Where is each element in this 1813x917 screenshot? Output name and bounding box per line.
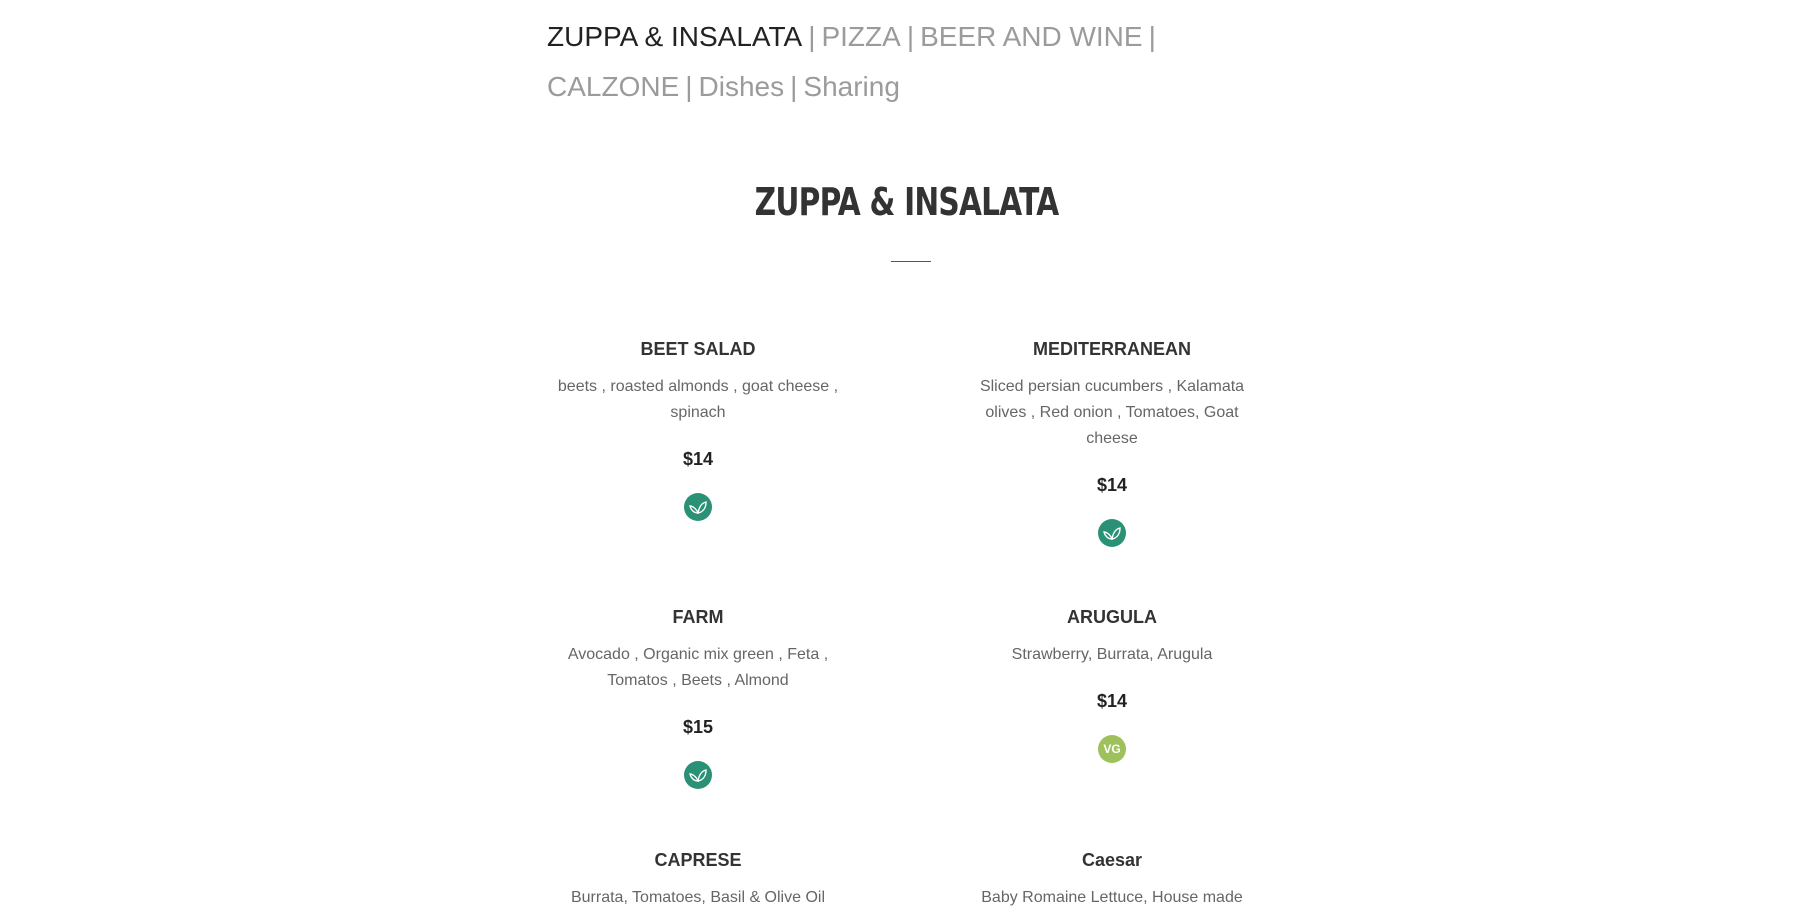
nav-link-sharing[interactable]: Sharing bbox=[803, 71, 900, 102]
item-price: $14 bbox=[682, 449, 714, 469]
item-price: $15 bbox=[682, 717, 714, 737]
nav-separator: | bbox=[1148, 21, 1156, 52]
item-price: $14 bbox=[1096, 691, 1128, 711]
leaf-icon bbox=[684, 493, 712, 521]
item-description: Strawberry, Burrata, Arugula bbox=[1011, 646, 1213, 663]
menu-category-nav bbox=[547, 12, 1207, 112]
item-description: beets , roasted almonds , goat cheese , spinach bbox=[557, 378, 839, 421]
menu-item-farm bbox=[548, 606, 848, 789]
nav-separator: | bbox=[808, 21, 816, 52]
nav-link-pizza[interactable]: PIZZA bbox=[821, 21, 901, 52]
section-divider bbox=[891, 261, 931, 262]
nav-link-calzone[interactable]: CALZONE bbox=[547, 71, 680, 102]
nav-separator: | bbox=[685, 71, 693, 102]
nav-separator: | bbox=[790, 71, 798, 102]
menu-item-mediterranean bbox=[962, 338, 1262, 547]
item-description: Baby Romaine Lettuce, House made bbox=[981, 889, 1243, 906]
item-name: ARUGULA bbox=[1067, 607, 1157, 627]
menu-item-caprese bbox=[548, 849, 848, 911]
item-name: BEET SALAD bbox=[640, 339, 756, 359]
vegan-icon-label: VG bbox=[1103, 742, 1121, 756]
vegan-icon bbox=[1098, 735, 1126, 763]
item-price: $14 bbox=[1096, 475, 1128, 495]
nav-separator: | bbox=[906, 21, 915, 52]
menu-item-arugula bbox=[962, 606, 1262, 763]
item-name: Caesar bbox=[1081, 850, 1143, 870]
nav-link-zuppa-insalata[interactable]: ZUPPA & INSALATA bbox=[547, 21, 803, 52]
item-description: Burrata, Tomatoes, Basil & Olive Oil bbox=[570, 889, 826, 906]
section-title: ZUPPA & INSALATA bbox=[754, 180, 1059, 224]
nav-link-dishes[interactable]: Dishes bbox=[698, 71, 785, 102]
menu-item-caesar bbox=[962, 849, 1262, 911]
leaf-icon bbox=[1098, 519, 1126, 547]
menu-item-beet-salad bbox=[548, 338, 848, 521]
item-name: MEDITERRANEAN bbox=[1032, 339, 1191, 359]
leaf-icon bbox=[684, 761, 712, 789]
leaf-icon-glyph bbox=[689, 500, 707, 514]
item-description: Sliced persian cucumbers , Kalamata olives , Red onion , Tomatoes, Goat cheese bbox=[979, 378, 1245, 447]
item-description: Avocado , Organic mix green , Feta , Tomatos , Beets , Almond bbox=[567, 646, 829, 689]
item-name: CAPRESE bbox=[654, 850, 742, 870]
nav-link-beer-and-wine[interactable]: BEER AND WINE bbox=[920, 21, 1143, 52]
item-name: FARM bbox=[672, 607, 724, 627]
leaf-icon-glyph bbox=[689, 768, 707, 782]
leaf-icon-glyph bbox=[1103, 526, 1121, 540]
